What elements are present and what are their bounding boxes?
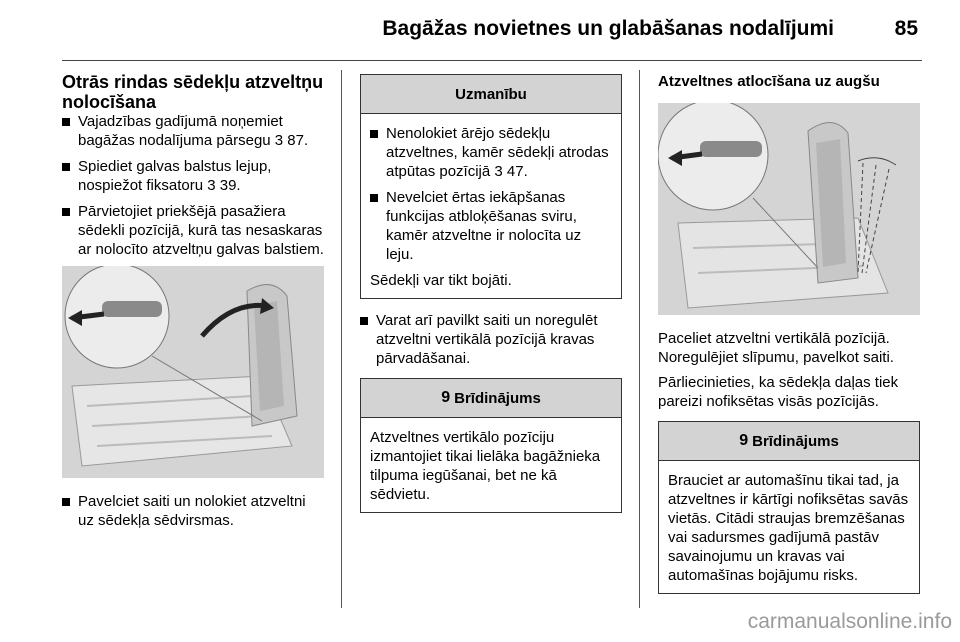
bullet-list — [360, 311, 622, 368]
list-item: Spiediet galvas balstus lejup, nospiežot fiksatoru 3 39. — [62, 157, 324, 195]
seat-fold-down-illustration — [62, 266, 324, 478]
warning-icon: 9 — [739, 432, 749, 449]
column-divider — [639, 70, 640, 608]
column-3 — [658, 70, 920, 594]
column-1 — [62, 70, 324, 537]
list-item: Pavelciet saiti un nolokiet atzveltni uz sēdekļa sēdvirsmas. — [62, 492, 324, 530]
watermark: carmanualsonline.info — [747, 610, 952, 633]
bullet-list — [62, 492, 324, 530]
warning-box — [360, 378, 622, 513]
instruction-paragraph: Pārliecinieties, ka sēdekļa daļas tiek pareizi nofiksētas visās pozīcijās. — [658, 374, 899, 410]
section-heading: Otrās rindas sēdekļu atzveltņu nolocīšana — [62, 72, 324, 112]
warning-icon: 9 — [441, 389, 451, 406]
bullet-list — [62, 112, 324, 259]
warning-header — [659, 422, 919, 461]
list-item: Nevelciet ērtas iekāpšanas funkcijas atbloķēšanas sviru, kamēr atzveltne ir nolocīta uz leju. — [370, 188, 612, 264]
seat-fold-up-illustration — [658, 103, 920, 315]
instruction-paragraph: Paceliet atzveltni vertikālā pozīcijā. Noregulējiet slīpumu, pavelkot saiti. — [658, 330, 894, 366]
section-heading: Atzveltnes atlocīšana uz augšu — [658, 73, 880, 90]
warning-text: Brauciet ar automašīnu tikai tad, ja atzveltnes ir kārtīgi nofiksētas savās vietās. Citādi straujas bremzēšanas vai sadursmes gadījumā pastāv savainojumu un kravas vai automašīnas bojājumu risks. — [668, 472, 909, 584]
list-item: Pārvietojiet priekšējā pasažiera sēdekli pozīcijā, kurā tas nesaskaras ar nolocīto atzveltņu galvas balstiem. — [62, 202, 324, 259]
caution-note: Sēdekļi var tikt bojāti. — [370, 272, 512, 289]
warning-title: Brīdinājums — [454, 389, 541, 407]
caution-title: Uzmanību — [361, 75, 621, 114]
page-number: 85 — [894, 17, 918, 40]
warning-text: Atzveltnes vertikālo pozīciju izmantojiet tikai lielāka bagāžnieka tilpuma iegūšanai, bet ne kā sēdvietu. — [370, 429, 601, 503]
warning-title: Brīdinājums — [752, 432, 839, 450]
caution-list — [370, 124, 612, 264]
page-header — [62, 0, 922, 61]
list-item: Nenolokiet ārējo sēdekļu atzveltnes, kamēr sēdekļi atrodas atpūtas pozīcijā 3 47. — [370, 124, 612, 181]
column-divider — [341, 70, 342, 608]
list-item: Varat arī pavilkt saiti un noregulēt atzveltni vertikālā pozīcijā kravas pārvadāšanai. — [360, 311, 622, 368]
page-title: Bagāžas novietnes un glabāšanas nodalījumi — [382, 17, 834, 40]
caution-box — [360, 74, 622, 299]
warning-box — [658, 421, 920, 594]
column-2 — [360, 70, 622, 513]
list-item: Vajadzības gadījumā noņemiet bagāžas nodalījuma pārsegu 3 87. — [62, 112, 324, 150]
warning-header — [361, 379, 621, 418]
